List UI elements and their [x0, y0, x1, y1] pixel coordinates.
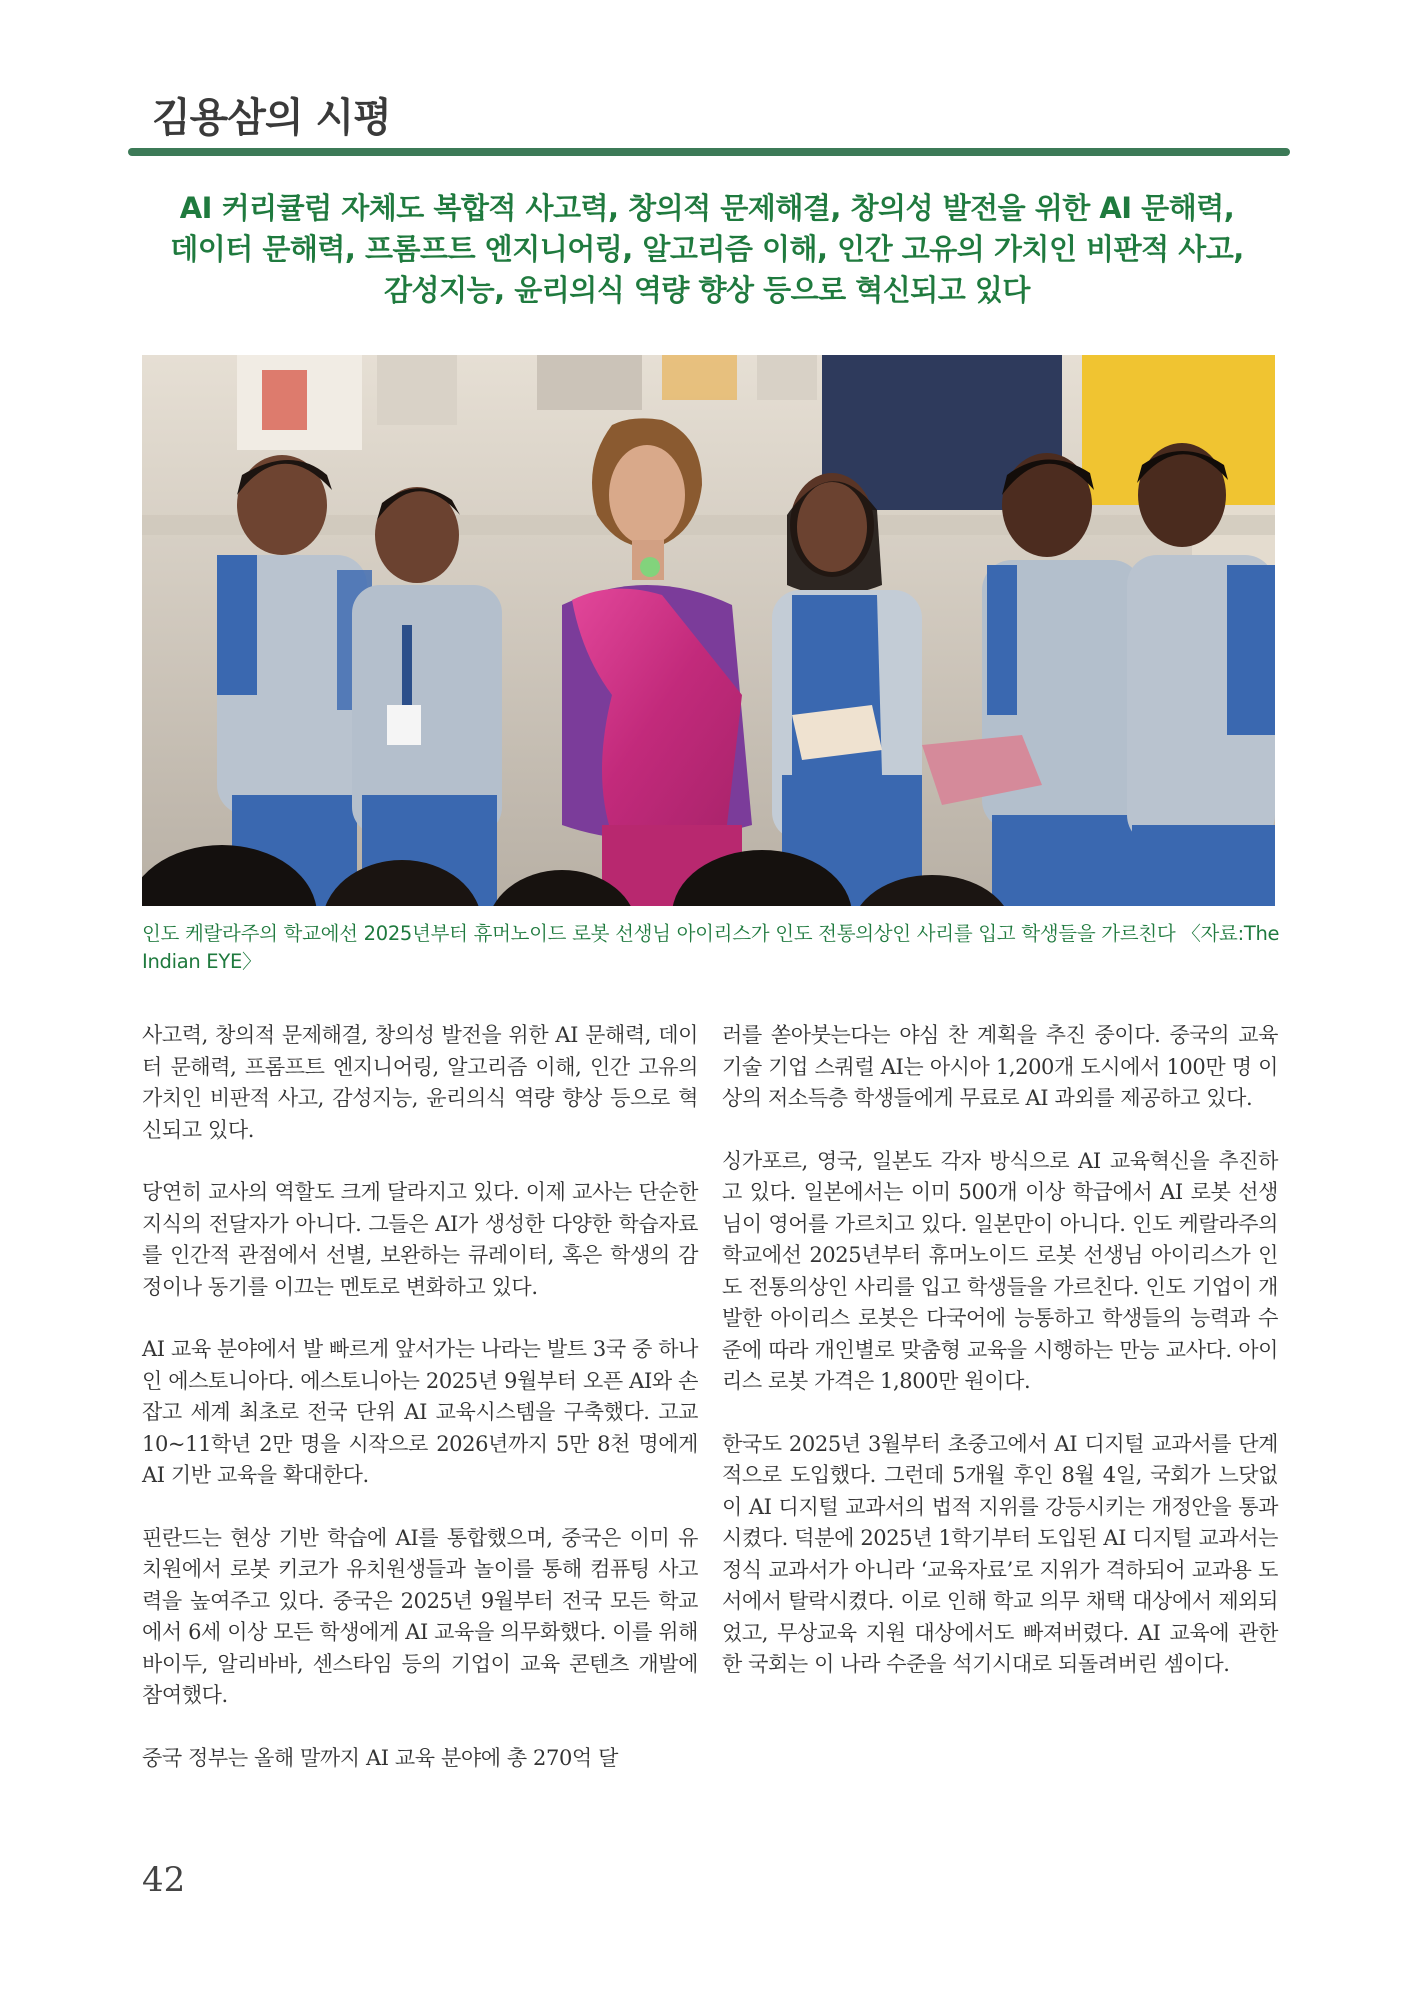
paragraph: 사고력, 창의적 문제해결, 창의성 발전을 위한 AI 문해력, 데이터 문해력, 프롬프트 엔지니어링, 알고리즘 이해, 인간 고유의 가치인 비판적 사고, 감성지능, 윤리의식 역량 향상 등으로 혁신되고 있다.: [142, 1023, 698, 1142]
page-number: 42: [142, 1860, 186, 1900]
headline-line: AI 커리큘럼 자체도 복합적 사고력, 창의적 문제해결, 창의성 발전을 위한 AI 문해력,: [179, 191, 1235, 225]
paragraph: 러를 쏟아붓는다는 야심 찬 계획을 추진 중이다. 중국의 교육 기술 기업 스쿼럴 AI는 아시아 1,200개 도시에서 100만 명 이상의 저소득층 학생들에게 무료로 AI 과외를 제공하고 있다.: [722, 1023, 1278, 1110]
paragraph: AI 교육 분야에서 발 빠르게 앞서가는 나라는 발트 3국 중 하나인 에스토니아다. 에스토니아는 2025년 9월부터 오픈 AI와 손잡고 세계 최초로 전국 단위 AI 교육시스템을 구축했다. 고교 10~11학년 2만 명을 시작으로 2026년까지 5만 8천 명에게 AI 기반 교육을 확대한다.: [142, 1337, 698, 1487]
robot-teacher-photo-illustration: [142, 355, 1275, 906]
headline-line: 감성지능, 윤리의식 역량 향상 등으로 혁신되고 있다: [384, 273, 1030, 307]
article-photo: [142, 355, 1275, 906]
headline: [150, 188, 1264, 311]
paragraph: 중국 정부는 올해 말까지 AI 교육 분야에 총 270억 달: [142, 1745, 618, 1770]
photo-caption: 인도 케랄라주의 학교에선 2025년부터 휴머노이드 로봇 선생님 아이리스가 인도 전통의상인 사리를 입고 학생들을 가르친다 〈자료:The Indian EYE〉: [142, 922, 1280, 973]
section-title: 김용삼의 시평: [152, 95, 391, 141]
title-rule: [128, 148, 1290, 156]
left-column: [142, 1020, 698, 1805]
headline-line: 데이터 문해력, 프롬프트 엔지니어링, 알고리즘 이해, 인간 고유의 가치인 비판적 사고,: [170, 232, 1244, 266]
paragraph: 한국도 2025년 3월부터 초중고에서 AI 디지털 교과서를 단계적으로 도입했다. 그런데 5개월 후인 8월 4일, 국회가 느닷없이 AI 디지털 교과서의 법적 지위를 강등시키는 개정안을 통과시켰다. 덕분에 2025년 1학기부터 도입된 AI 디지털 교과서는 정식 교과서가 아니라 ‘교육자료’로 지위가 격하되어 교과용 도서에서 탈락시켰다. 이로 인해 학교 의무 채택 대상에서 제외되었고, 무상교육 지원 대상에서도 빠져버렸다. AI 교육에 관한 한 국회는 이 나라 수준을 석기시대로 되돌려버린 셈이다.: [722, 1431, 1278, 1676]
paragraph: 당연히 교사의 역할도 크게 달라지고 있다. 이제 교사는 단순한 지식의 전달자가 아니다. 그들은 AI가 생성한 다양한 학습자료를 인간적 관점에서 선별, 보완하는 큐레이터, 혹은 학생의 감정이나 동기를 이끄는 멘토로 변화하고 있다.: [142, 1180, 698, 1299]
paragraph: 핀란드는 현상 기반 학습에 AI를 통합했으며, 중국은 이미 유치원에서 로봇 키코가 유치원생들과 놀이를 통해 컴퓨팅 사고력을 높여주고 있다. 중국은 2025년 9월부터 전국 모든 학교에서 6세 이상 모든 학생에게 AI 교육을 의무화했다. 이를 위해 바이두, 알리바바, 센스타임 등의 기업이 교육 콘텐츠 개발에 참여했다.: [142, 1525, 698, 1707]
right-column: [722, 1020, 1278, 1712]
paragraph: 싱가포르, 영국, 일본도 각자 방식으로 AI 교육혁신을 추진하고 있다. 일본에서는 이미 500개 이상 학급에서 AI 로봇 선생님이 영어를 가르치고 있다. 일본만이 아니다. 인도 케랄라주의 학교에선 2025년부터 휴머노이드 로봇 선생님 아이리스가 인도 전통의상인 사리를 입고 학생들을 가르친다. 인도 기업이 개발한 아이리스 로봇은 다국어에 능통하고 학생들의 능력과 수준에 따라 개인별로 맞춤형 교육을 시행하는 만능 교사다. 아이리스 로봇 가격은 1,800만 원이다.: [722, 1148, 1278, 1393]
